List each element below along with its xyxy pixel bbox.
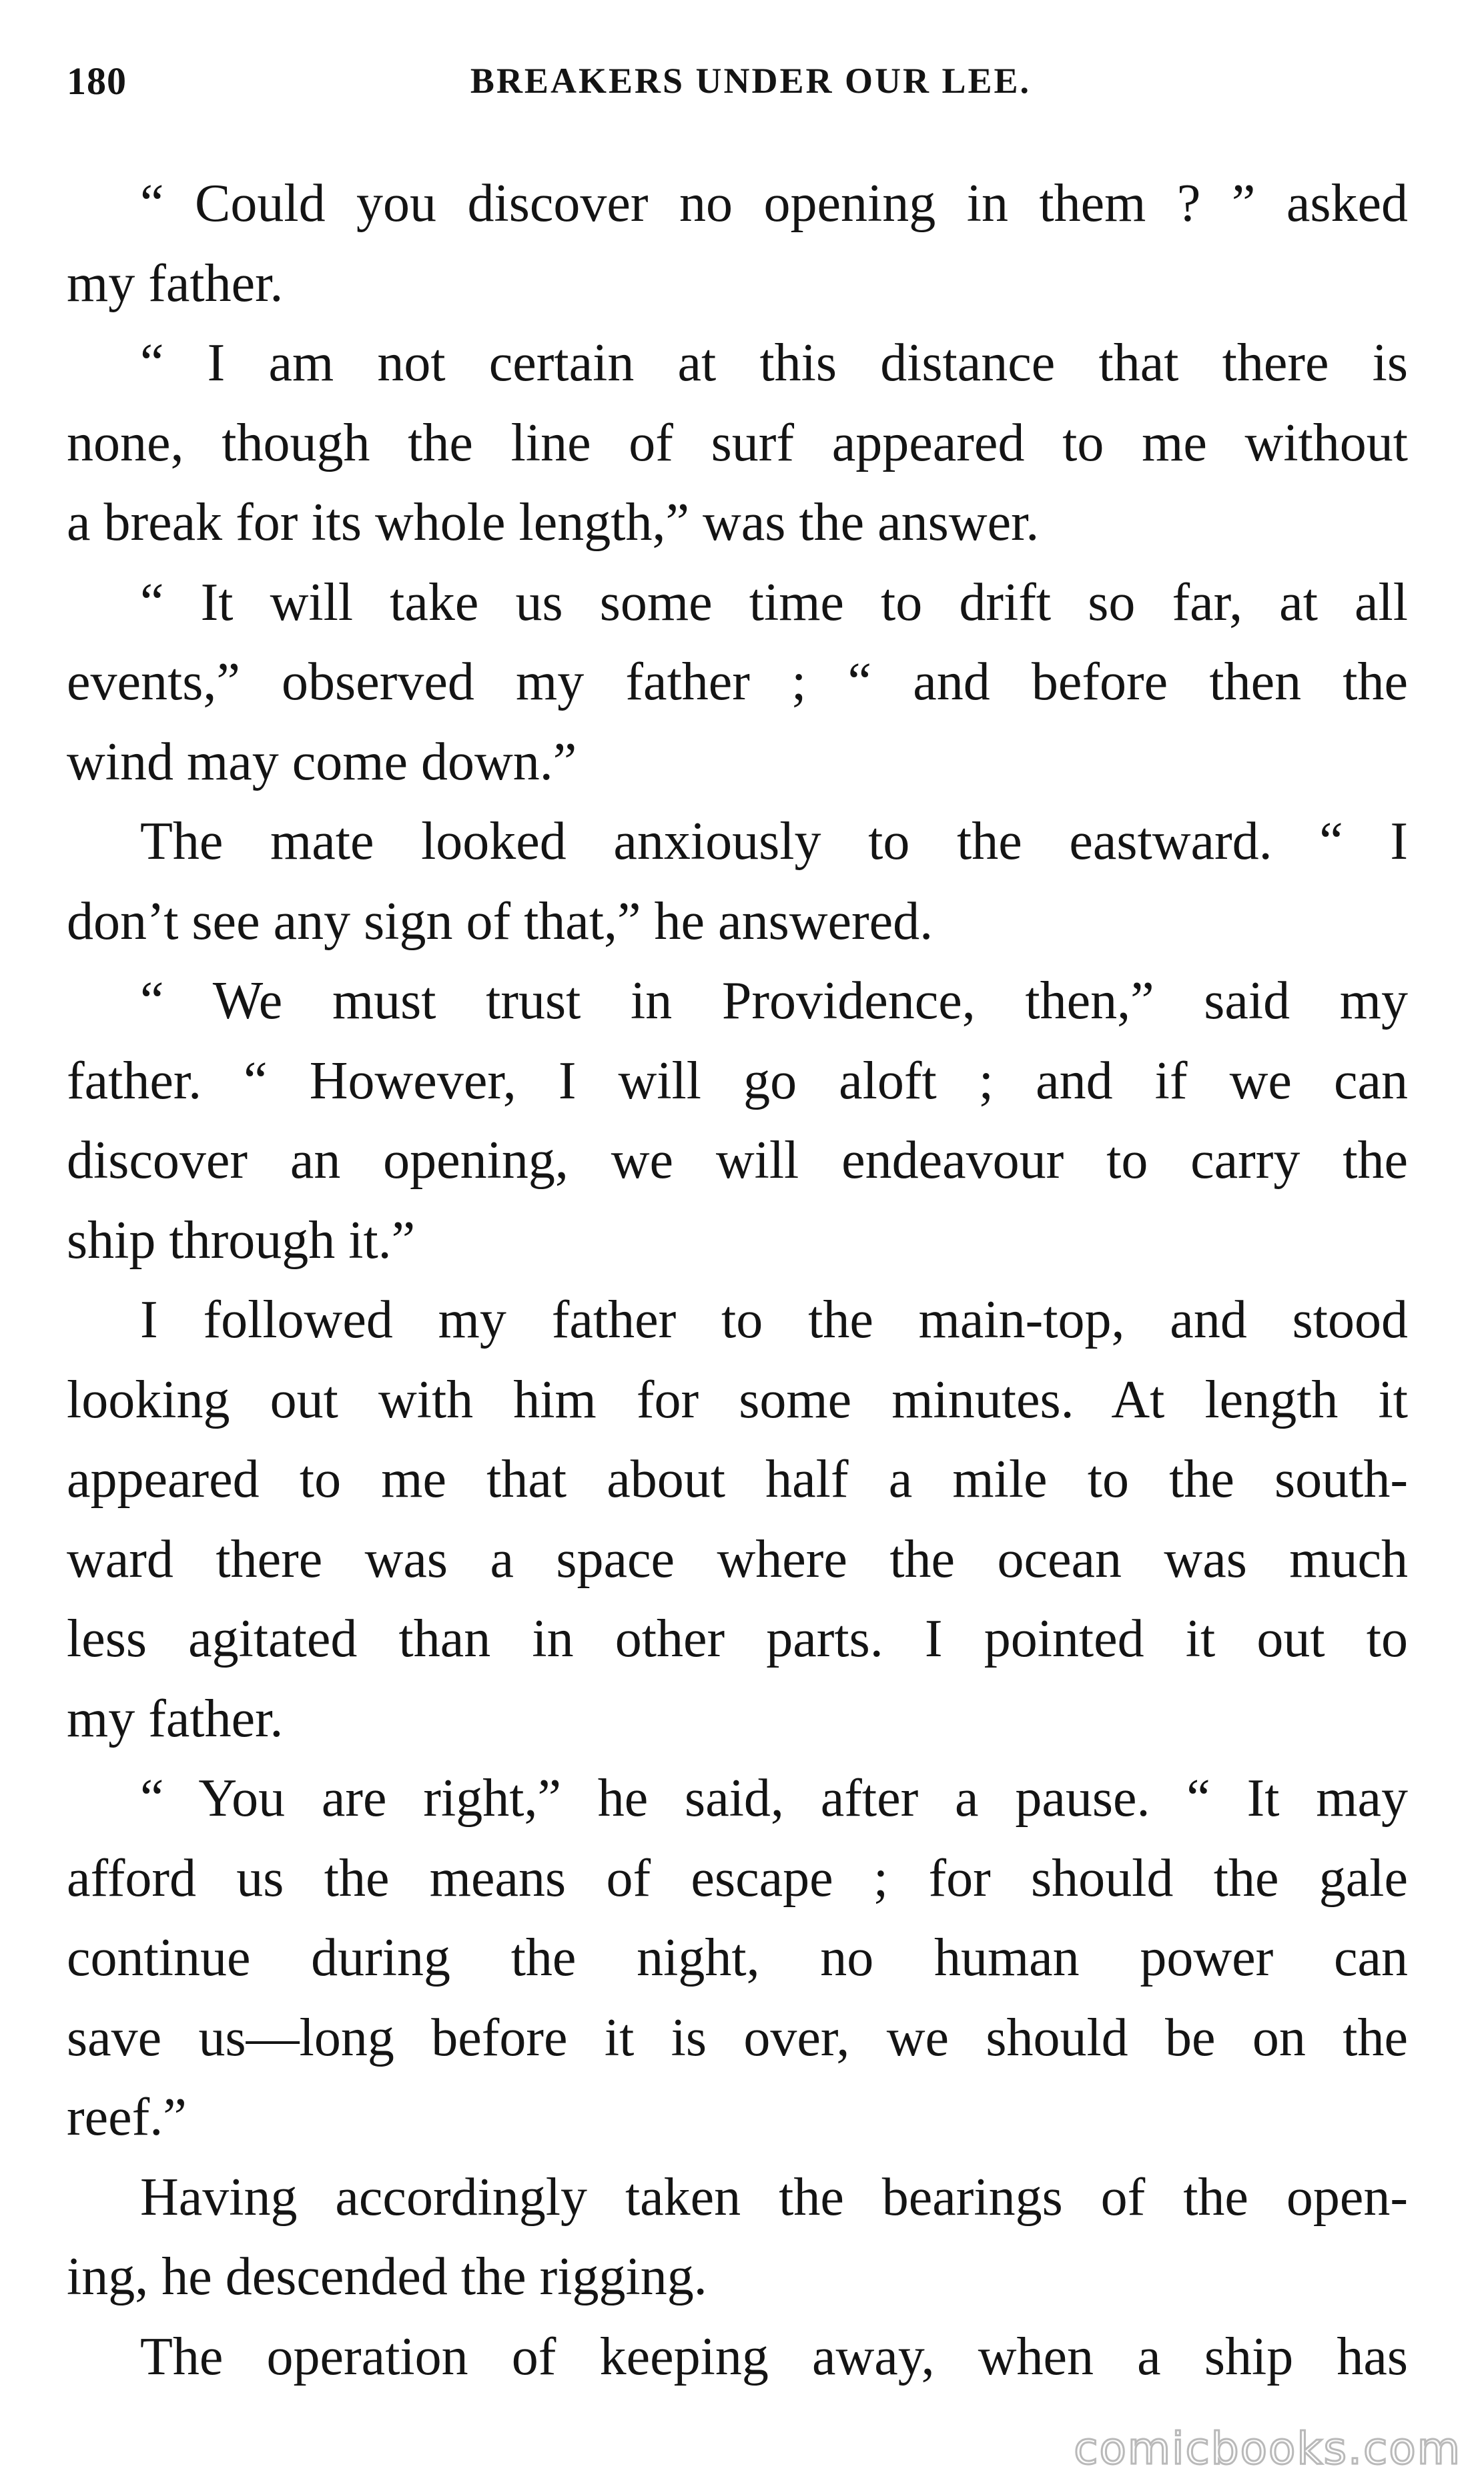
paragraph <box>67 2158 1408 2318</box>
text-line: father. “ However, I will go aloft ; and if we can <box>67 1051 1408 1110</box>
text-line: The mate looked anxiously to the eastward. “ I <box>140 812 1408 871</box>
text-line: afford us the means of escape ; for should the gale <box>67 1848 1408 1908</box>
paragraph <box>67 1281 1408 1759</box>
paragraph <box>67 2318 1408 2398</box>
text-line: appeared to me that about half a mile to the south- <box>67 1450 1408 1509</box>
page-number: 180 <box>67 59 127 103</box>
text-line: reef.” <box>67 2088 187 2147</box>
page-header <box>67 59 1408 119</box>
text-line: ship through it.” <box>67 1210 416 1270</box>
text-line: don’t see any sign of that,” he answered. <box>67 892 934 951</box>
text-line: less agitated than in other parts. I pointed it out to <box>67 1610 1408 1668</box>
paragraph <box>67 802 1408 962</box>
text-line: “ You are right,” he said, after a pause. “ It may <box>140 1769 1408 1828</box>
text-line: The operation of keeping away, when a ship has <box>140 2327 1408 2386</box>
text-line: none, though the line of surf appeared to me without <box>67 413 1408 472</box>
text-line: “ We must trust in Providence, then,” said my <box>140 972 1408 1030</box>
text-line: I followed my father to the main-top, and stood <box>140 1291 1408 1349</box>
running-head: BREAKERS UNDER OUR LEE. <box>470 61 1032 101</box>
text-line: looking out with him for some minutes. At length it <box>67 1370 1408 1429</box>
text-line: “ It will take us some time to drift so far, at all <box>140 573 1408 632</box>
text-line: wind may come down.” <box>67 732 577 791</box>
body-text <box>67 164 1408 2397</box>
paragraph <box>67 324 1408 563</box>
text-line: “ I am not certain at this distance that there is <box>140 334 1408 392</box>
text-line: Having accordingly taken the bearings of the open- <box>140 2167 1408 2227</box>
paragraph <box>67 962 1408 1281</box>
paragraph <box>67 1759 1408 2158</box>
text-line: “ Could you discover no opening in them ? ” asked <box>140 174 1408 233</box>
text-line: my father. <box>67 254 284 313</box>
text-line: save us—long before it is over, we should be on the <box>67 2008 1408 2067</box>
paragraph <box>67 563 1408 803</box>
text-line: ward there was a space where the ocean was much <box>67 1529 1408 1589</box>
text-line: events,” observed my father ; “ and before then the <box>67 653 1408 711</box>
text-line: ing, he descended the rigging. <box>67 2247 707 2306</box>
text-line: continue during the night, no human power can <box>67 1928 1408 1987</box>
paragraph <box>67 164 1408 324</box>
text-line: my father. <box>67 1689 284 1748</box>
text-line: discover an opening, we will endeavour to carry the <box>67 1131 1408 1190</box>
text-line: a break for its whole length,” was the answer. <box>67 493 1040 552</box>
watermark: comicbooks.com <box>1074 2423 1461 2474</box>
